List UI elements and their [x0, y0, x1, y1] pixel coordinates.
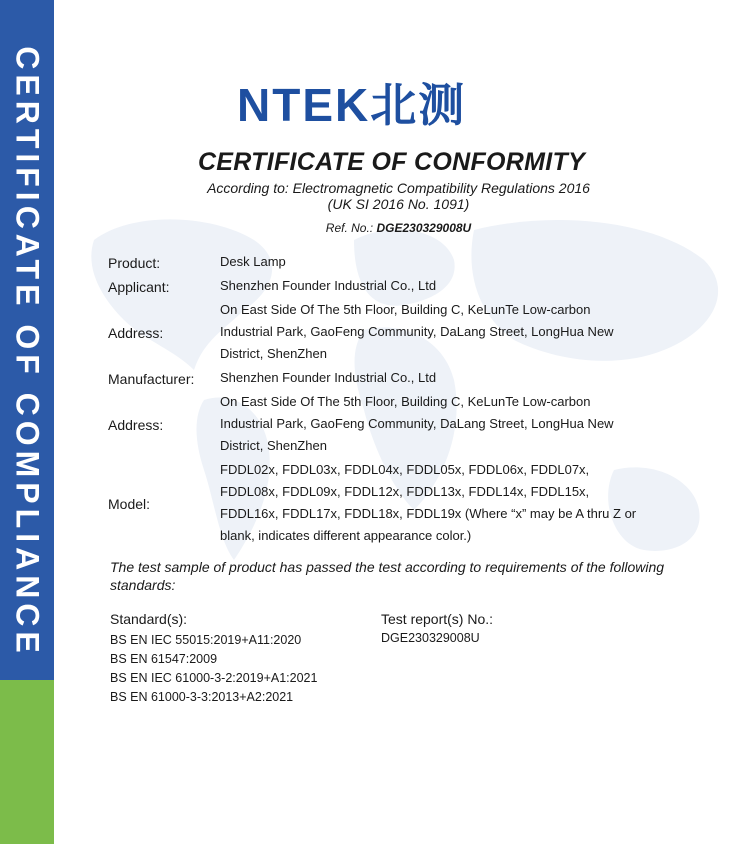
manufacturer-value: Shenzhen Founder Industrial Co., Ltd	[220, 370, 437, 385]
standard-item: BS EN 61000-3-3:2013+A2:2021	[110, 690, 294, 704]
report-header: Test report(s) No.:	[381, 611, 494, 627]
regulation-line-2: (UK SI 2016 No. 1091)	[327, 196, 470, 212]
reference-number	[0, 221, 743, 235]
applicant-address-label: Address:	[108, 325, 164, 341]
test-statement: The test sample of product has passed the test according to requirements of the following standards:	[110, 559, 665, 593]
sidebar-green-band	[0, 680, 54, 844]
manufacturer-address-label: Address:	[108, 417, 164, 433]
certificate-title: CERTIFICATE OF CONFORMITY	[197, 148, 586, 176]
manufacturer-address-value: On East Side Of The 5th Floor, Building C, KeLunTe Low-carbon Industrial Park, GaoFeng Community, DaLang Street, LongHua New District, ShenZhen	[220, 394, 614, 453]
regulation-line-1: According to: Electromagnetic Compatibility Regulations 2016	[207, 180, 590, 196]
ref-value: DGE230329008U	[376, 221, 472, 235]
standards-header: Standard(s):	[110, 611, 188, 627]
product-label: Product:	[108, 255, 161, 271]
standard-item: BS EN IEC 55015:2019+A11:2020	[110, 633, 302, 647]
standard-item: BS EN 61547:2009	[110, 652, 218, 666]
ref-label: Ref. No.:	[325, 221, 374, 235]
ntek-logo	[237, 79, 467, 131]
standard-item: BS EN IEC 61000-3-2:2019+A1:2021	[110, 671, 318, 685]
applicant-value: Shenzhen Founder Industrial Co., Ltd	[220, 278, 437, 293]
sidebar-vertical-text: CERTIFICATE OF COMPLIANCE	[9, 46, 46, 658]
model-value: FDDL02x, FDDL03x, FDDL04x, FDDL05x, FDDL06x, FDDL07x, FDDL08x, FDDL09x, FDDL12x, FDDL13x, FDDL14x, FDDL15x, FDDL16x, FDDL17x, FDDL18x, FDDL19x (Where “x” may be A thru Z or blank, indicates different appearance color.)	[220, 462, 637, 543]
product-value: Desk Lamp	[220, 254, 286, 269]
applicant-address-value: On East Side Of The 5th Floor, Building C, KeLunTe Low-carbon Industrial Park, GaoFeng Community, DaLang Street, LongHua New District, ShenZhen	[220, 302, 614, 361]
manufacturer-label: Manufacturer:	[108, 371, 195, 387]
logo-text: NTEK北测	[237, 79, 467, 131]
report-number: DGE230329008U	[381, 631, 480, 645]
applicant-label: Applicant:	[108, 279, 170, 295]
model-label: Model:	[108, 496, 151, 512]
